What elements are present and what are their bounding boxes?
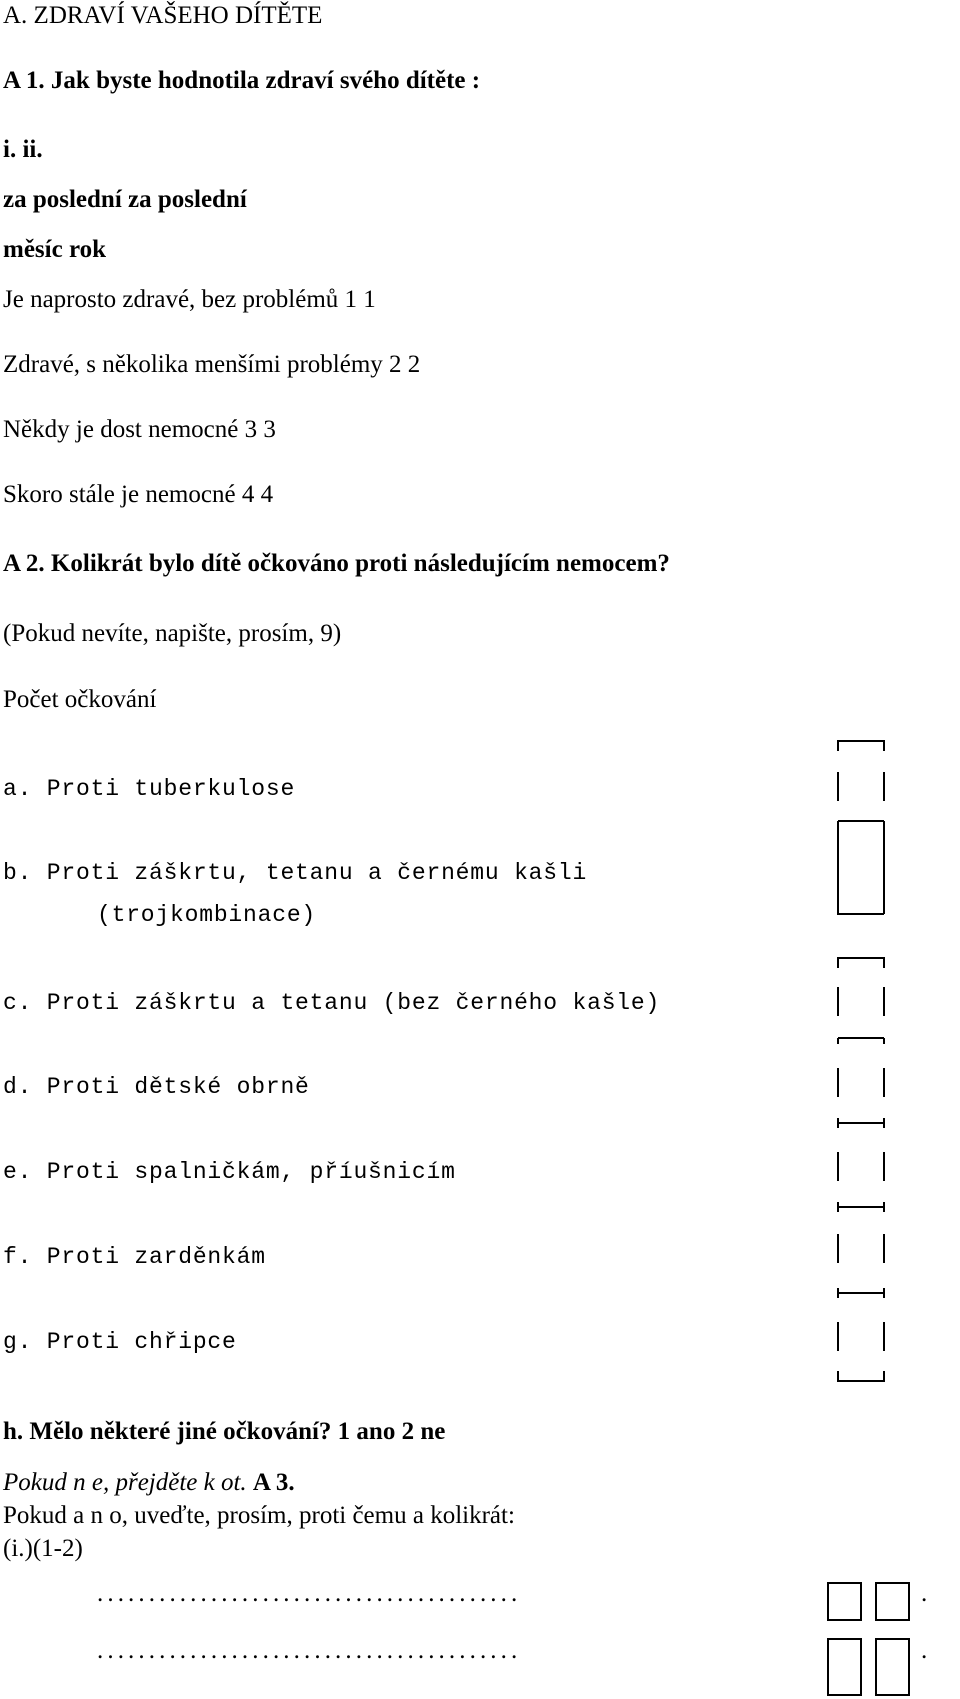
if-yes-instruction: Pokud a n o, uveďte, prosím, proti čemu a kolikrát: [3,1502,515,1529]
column-numbers: i. ii. [3,136,43,163]
option-1: Je naprosto zdravé, bez problémů 1 1 [3,286,376,313]
vaccine-item-c: c. Proti záškrtu a tetanu (bez černého kašle) [3,990,661,1016]
question-a2-note: (Pokud nevíte, napište, prosím, 9) [3,620,342,647]
question-a1-title: A 1. Jak byste hodnotila zdraví svého dítěte : [3,67,481,94]
skip-instruction-target: A 3. [252,1469,295,1496]
vaccine-item-e: e. Proti spalničkám, příušnicím [3,1159,456,1185]
section-title: A. ZDRAVÍ VAŠEHO DÍTĚTE [3,2,323,29]
answer-line-2[interactable]: ......................................... [97,1637,522,1664]
answer-line-1-end: . [921,1580,928,1607]
vaccine-item-a: a. Proti tuberkulose [3,776,296,802]
vaccine-item-g: g. Proti chřipce [3,1329,237,1355]
vaccine-item-b-sub: (trojkombinace) [97,902,317,928]
box-group-ab-outline [838,741,884,914]
answer-line-2-end: . [921,1637,928,1664]
skip-instruction [3,1469,295,1497]
reference-code: (i.)(1-2) [3,1535,83,1562]
answer-line-1[interactable]: ......................................... [97,1580,522,1607]
count-label: Počet očkování [3,686,157,713]
vaccine-item-b: b. Proti záškrtu, tetanu a černému kašli [3,860,588,886]
box-group-cg-outline [838,958,884,1381]
skip-instruction-text: Pokud n e, přejděte k ot. [3,1469,247,1496]
column-header-1: za poslední za poslední [3,186,247,213]
question-h: h. Mělo některé jiné očkování? 1 ano 2 ne [3,1418,446,1445]
option-3: Někdy je dost nemocné 3 3 [3,416,276,443]
column-header-2: měsíc rok [3,236,106,263]
vaccine-item-f: f. Proti zarděnkám [3,1244,266,1270]
option-2: Zdravé, s několika menšími problémy 2 2 [3,351,421,378]
question-a2-title: A 2. Kolikrát bylo dítě očkováno proti následujícím nemocem? [3,550,670,577]
vaccine-item-d: d. Proti dětské obrně [3,1074,310,1100]
option-4: Skoro stále je nemocné 4 4 [3,481,274,508]
